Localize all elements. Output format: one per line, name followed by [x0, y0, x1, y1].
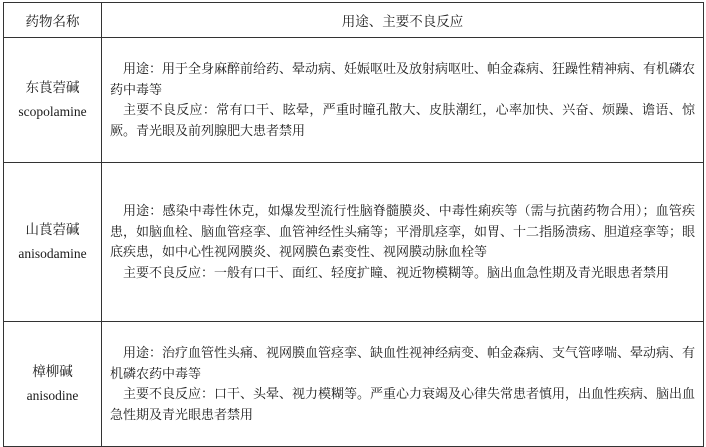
drug-name-chinese: 山莨菪碱: [25, 222, 80, 238]
header-use-adverse: 用途、主要不良反应: [102, 3, 704, 38]
drug-adverse-text: 主要不良反应：一般有口干、面红、轻度扩瞳、视近物模糊等。脑出血急性期及青光眼患者禁用: [123, 265, 670, 281]
drug-name-latin: anisodamine: [18, 246, 87, 261]
drug-name-chinese: 樟柳碱: [32, 364, 73, 380]
table-row: [4, 38, 704, 163]
drug-adverse-text: 主要不良反应：口干、头晕、视力模糊等。严重心力衰竭及心律失常患者慎用，出血性疾病、脑出血急性期及青光眼患者禁用: [110, 387, 696, 423]
table-header-row: [4, 3, 704, 38]
drug-use-text: 用途：治疗血管性头痛、视网膜血管痉挛、缺血性视神经病变、帕金森病、支气管哮喘、晕动病、有机磷农药中毒等: [110, 346, 696, 382]
drug-use-text: 用途：用于全身麻醉前给药、晕动病、妊娠呕吐及放射病呕吐、帕金森病、狂躁性精神病、有机磷农药中毒等: [110, 62, 696, 98]
table-row: [4, 163, 704, 322]
drug-name-latin: anisodine: [26, 388, 79, 403]
drug-use-text: 用途：感染中毒性休克，如爆发型流行性脑脊髓膜炎、中毒性痢疾等（需与抗菌药物合用）；血管疾患，如脑血栓、脑血管痉挛、血管神经性头痛等；平滑肌痉挛，如胃、十二指肠溃疡、胆道痉挛等；眼底疾患，如中心性视网膜炎、视网膜色素变性、视网膜动脉血栓等: [110, 204, 696, 260]
drug-description-cell: [102, 38, 704, 163]
drug-name-latin: scopolamine: [18, 104, 87, 119]
drug-name-cell: [4, 322, 102, 447]
table-row: [4, 322, 704, 447]
drug-name-cell: [4, 163, 102, 322]
drug-description-cell: [102, 163, 704, 322]
drug-table: [3, 2, 704, 447]
header-drug-name: 药物名称: [4, 3, 102, 38]
drug-name-chinese: 东莨菪碱: [25, 80, 80, 96]
drug-name-cell: [4, 38, 102, 163]
drug-adverse-text: 主要不良反应：常有口干、眩晕，严重时瞳孔散大、皮肤潮红，心率加快、兴奋、烦躁、谵语、惊厥。青光眼及前列腺肥大患者禁用: [110, 103, 695, 139]
drug-description-cell: [102, 322, 704, 447]
